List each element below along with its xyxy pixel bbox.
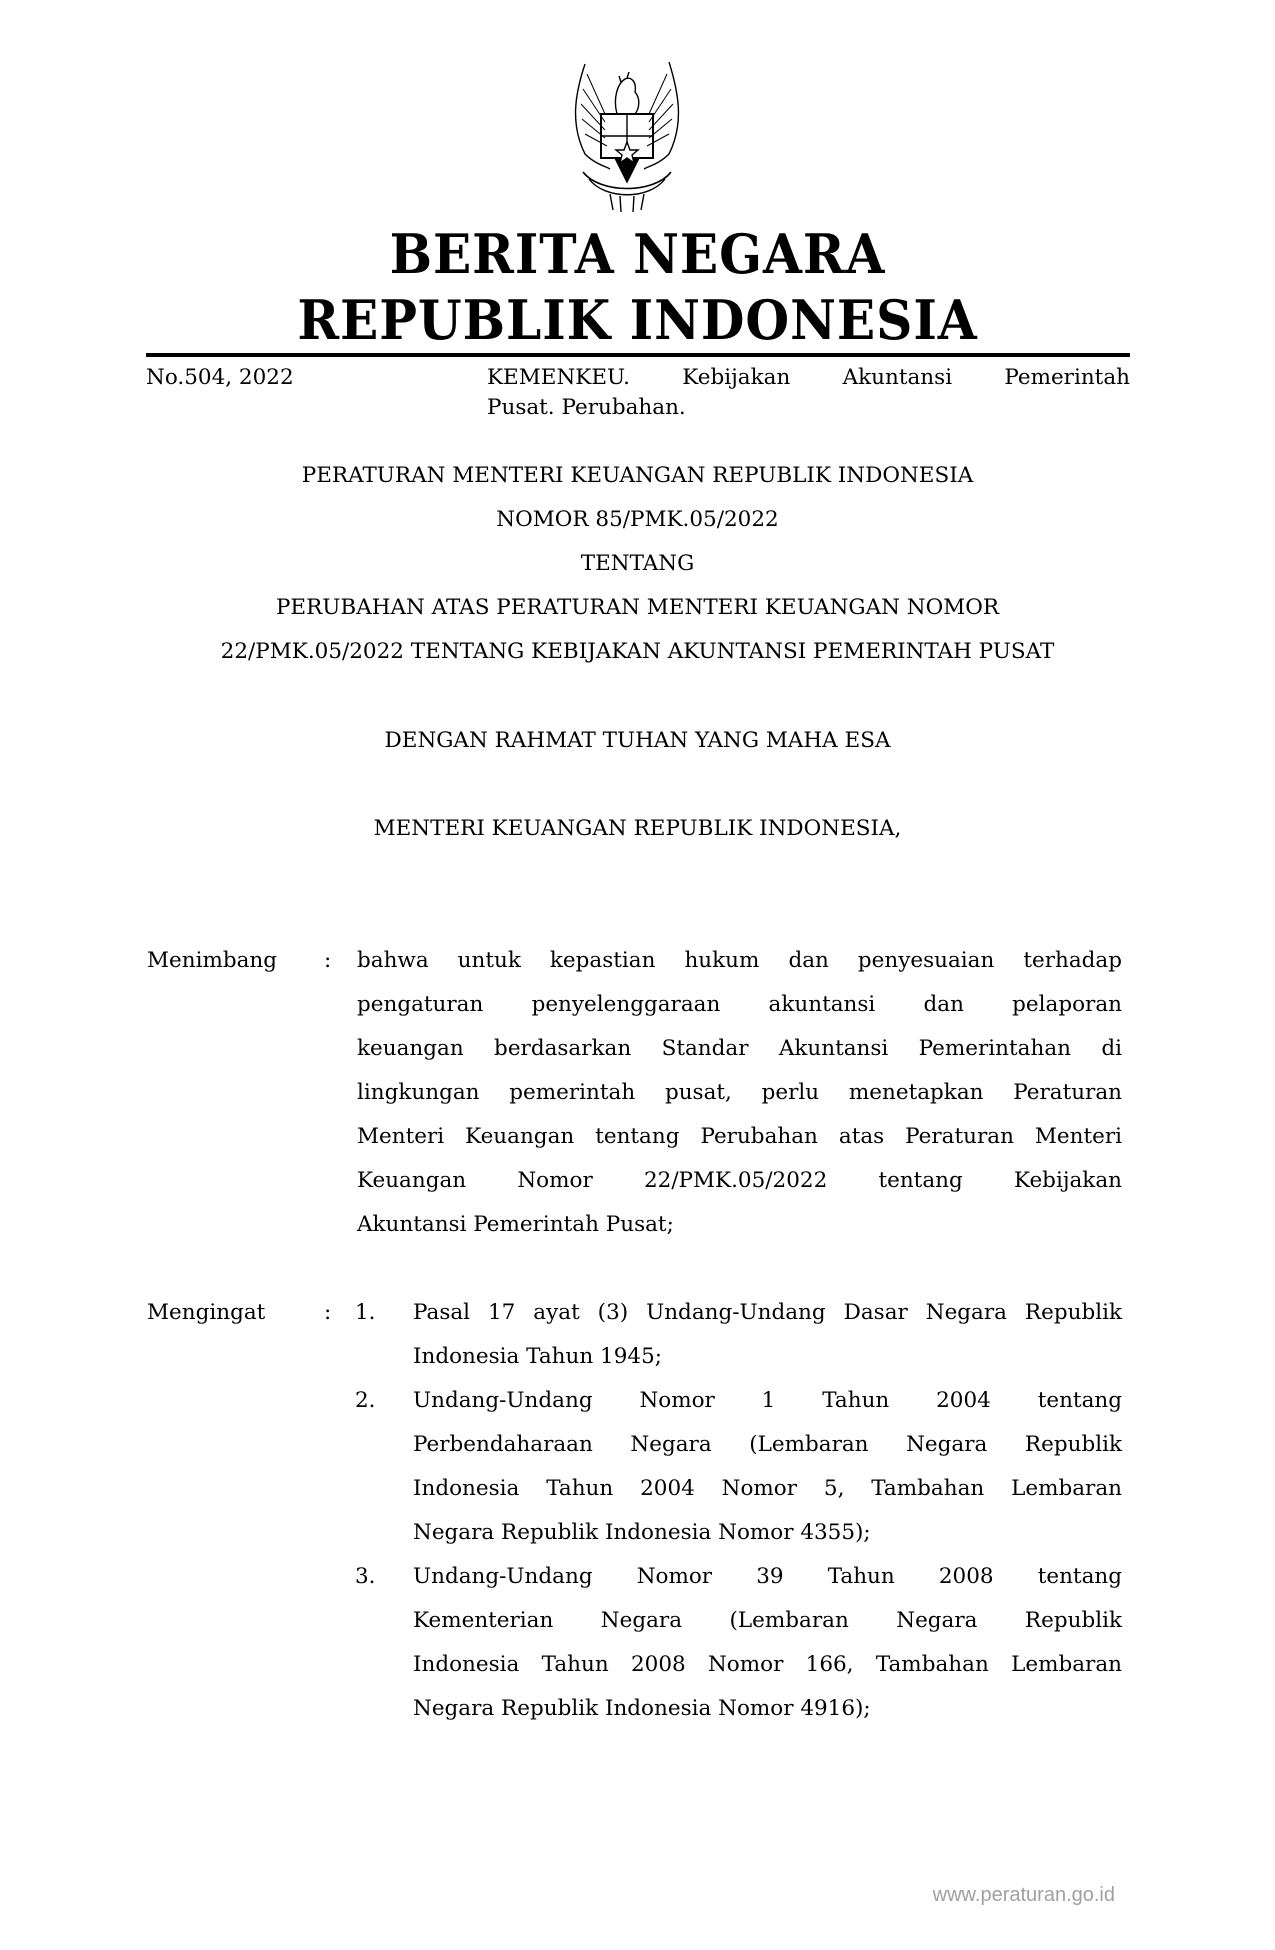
text-line: Kementerian Negara (Lembaran Negara Republik <box>413 1608 1122 1633</box>
gazette-summary-line: KEMENKEU. Kebijakan Akuntansi Pemerintah <box>487 365 1130 390</box>
text-line: Indonesia Tahun 2004 Nomor 5, Tambahan Lembaran <box>413 1476 1122 1501</box>
mengingat-item <box>355 1379 1122 1555</box>
gazette-summary-line: Pusat. Perubahan. <box>487 395 686 420</box>
text-line: Undang-Undang Nomor 1 Tahun 2004 tentang <box>413 1388 1122 1413</box>
invocation: DENGAN RAHMAT TUHAN YANG MAHA ESA <box>384 728 891 753</box>
text-line: keuangan berdasarkan Standar Akuntansi Pemerintahan di <box>357 1036 1122 1061</box>
mengingat-colon: : <box>324 1300 332 1325</box>
regulation-tentang: TENTANG <box>580 551 695 576</box>
regulation-heading: PERATURAN MENTERI KEUANGAN REPUBLIK INDONESIA <box>301 463 974 488</box>
text-line: Keuangan Nomor 22/PMK.05/2022 tentang Kebijakan <box>357 1168 1122 1193</box>
regulation-subject: PERUBAHAN ATAS PERATURAN MENTERI KEUANGAN NOMOR <box>275 595 1000 620</box>
text-line: Indonesia Tahun 2008 Nomor 166, Tambahan Lembaran <box>413 1652 1122 1677</box>
item-text <box>413 1379 1122 1555</box>
text-line: Negara Republik Indonesia Nomor 4355); <box>413 1520 871 1545</box>
garuda-emblem-icon <box>555 54 699 214</box>
text-line: Pasal 17 ayat (3) Undang-Undang Dasar Negara Republik <box>413 1300 1122 1325</box>
gazette-title-line1: BERITA NEGARA <box>389 222 886 286</box>
gazette-title-line2: REPUBLIK INDONESIA <box>297 288 978 352</box>
item-text <box>413 1555 1122 1731</box>
text-line: Negara Republik Indonesia Nomor 4916); <box>413 1696 871 1721</box>
mengingat-item <box>355 1291 1122 1379</box>
text-line: Indonesia Tahun 1945; <box>413 1344 663 1369</box>
item-number: 1. <box>355 1300 376 1325</box>
text-line: lingkungan pemerintah pusat, perlu menetapkan Peraturan <box>357 1080 1122 1105</box>
mengingat-list <box>355 1291 1122 1731</box>
text-line: Menteri Keuangan tentang Perubahan atas Peraturan Menteri <box>357 1124 1122 1149</box>
item-number: 3. <box>355 1564 376 1589</box>
regulation-subject: 22/PMK.05/2022 TENTANG KEBIJAKAN AKUNTANSI PEMERINTAH PUSAT <box>220 639 1055 664</box>
gazette-number: No.504, 2022 <box>146 365 294 390</box>
mengingat-item <box>355 1555 1122 1731</box>
item-number: 2. <box>355 1388 376 1413</box>
watermark: www.peraturan.go.id <box>932 1884 1115 1906</box>
text-line: Perbendaharaan Negara (Lembaran Negara Republik <box>413 1432 1122 1457</box>
item-text <box>413 1291 1122 1379</box>
mengingat-label: Mengingat <box>147 1300 266 1325</box>
regulation-number: NOMOR 85/PMK.05/2022 <box>496 507 779 532</box>
text-line: bahwa untuk kepastian hukum dan penyesuaian terhadap <box>357 948 1122 973</box>
text-line: Undang-Undang Nomor 39 Tahun 2008 tentang <box>413 1564 1122 1589</box>
text-line: Akuntansi Pemerintah Pusat; <box>357 1212 674 1237</box>
text-line: pengaturan penyelenggaraan akuntansi dan pelaporan <box>357 992 1122 1017</box>
menimbang-body <box>357 939 1122 1247</box>
issuer: MENTERI KEUANGAN REPUBLIK INDONESIA, <box>373 816 902 841</box>
menimbang-colon: : <box>324 948 332 973</box>
menimbang-label: Menimbang <box>147 948 278 973</box>
